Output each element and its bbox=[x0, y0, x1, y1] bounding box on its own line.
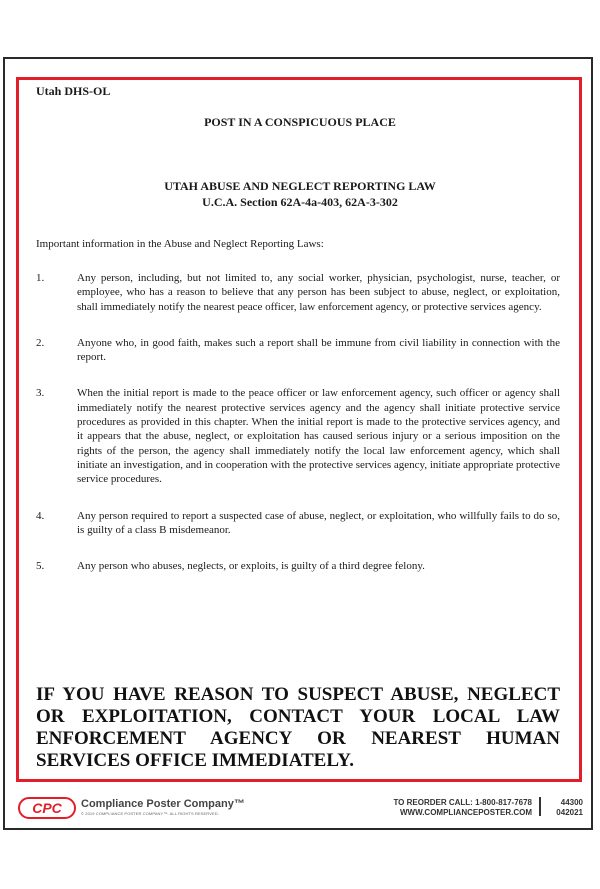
item-number: 3. bbox=[36, 387, 45, 400]
company-name: Compliance Poster Company™ bbox=[81, 798, 245, 810]
item-text: Anyone who, in good faith, makes such a report shall be immune from civil liability in connection with the report. bbox=[77, 336, 560, 364]
footer bbox=[0, 792, 600, 822]
law-title-line1: UTAH ABUSE AND NEGLECT REPORTING LAW bbox=[164, 179, 436, 193]
cpc-logo-icon bbox=[18, 796, 76, 820]
list-item bbox=[36, 386, 560, 486]
reorder-info bbox=[393, 798, 532, 818]
item-text: Any person required to report a suspected case of abuse, neglect, or exploitation, who willfully fails to do so, is guilty of a class B misdemeanor. bbox=[77, 509, 560, 536]
item-number: 2. bbox=[36, 336, 45, 349]
law-items-list bbox=[36, 271, 560, 573]
law-title-line2: U.C.A. Section 62A-4a-403, 62A-3-302 bbox=[202, 195, 398, 209]
footer-divider bbox=[539, 797, 541, 816]
copyright-text: © 2019 COMPLIANCE POSTER COMPANY™. ALL RIGHTS RESERVED. bbox=[81, 811, 219, 816]
post-notice: POST IN A CONSPICUOUS PLACE bbox=[204, 115, 396, 129]
product-codes bbox=[551, 798, 583, 818]
item-number: 1. bbox=[36, 272, 45, 284]
item-text: When the initial report is made to the peace officer or law enforcement agency, such officer or agency shall immediately notify the nearest protective services agency and the agency shall initiate protective service procedures as provided in this chapter. When the initial report is made to the protective services agency, and it appears that the abuse, neglect, or exploitation has caused serious injury or a serious imposition on the rights of the person, the agency shall immediately notify the local law enforcement agency, which shall initiate an investigation, and in cooperation with the protective services agency, initiate appropriate protective service procedures. bbox=[77, 387, 560, 486]
list-item bbox=[36, 509, 560, 538]
product-code: 44300 bbox=[560, 798, 583, 807]
law-title bbox=[0, 178, 600, 210]
item-number: 4. bbox=[36, 509, 45, 522]
item-number: 5. bbox=[36, 560, 45, 573]
reorder-phone: TO REORDER CALL: 1-800-817-7678 bbox=[393, 798, 532, 807]
intro-text: Important information in the Abuse and Neglect Reporting Laws: bbox=[36, 238, 324, 250]
poster-code: Utah DHS-OL bbox=[36, 84, 111, 98]
warning-banner: IF YOU HAVE REASON TO SUSPECT ABUSE, NEGLECT OR EXPLOITATION, CONTACT YOUR LOCAL LAW ENFORCEMENT AGENCY OR NEAREST HUMAN SERVICES OFFICE IMMEDIATELY. bbox=[36, 684, 560, 771]
date-code: 042021 bbox=[556, 808, 583, 817]
list-item bbox=[36, 559, 560, 573]
svg-text:CPC: CPC bbox=[32, 800, 62, 816]
item-text: Any person who abuses, neglects, or exploits, is guilty of a third degree felony. bbox=[77, 560, 425, 573]
list-item bbox=[36, 336, 560, 365]
item-text: Any person, including, but not limited to, any social worker, physician, psychologist, nurse, teacher, or employee, who has a reason to believe that any person has been subject to abuse, neglect, or exploitation, shall immediately notify the nearest peace officer, law enforcement agency, or protective services agency. bbox=[77, 272, 560, 313]
website-url: WWW.COMPLIANCEPOSTER.COM bbox=[400, 808, 532, 817]
list-item bbox=[36, 271, 560, 314]
